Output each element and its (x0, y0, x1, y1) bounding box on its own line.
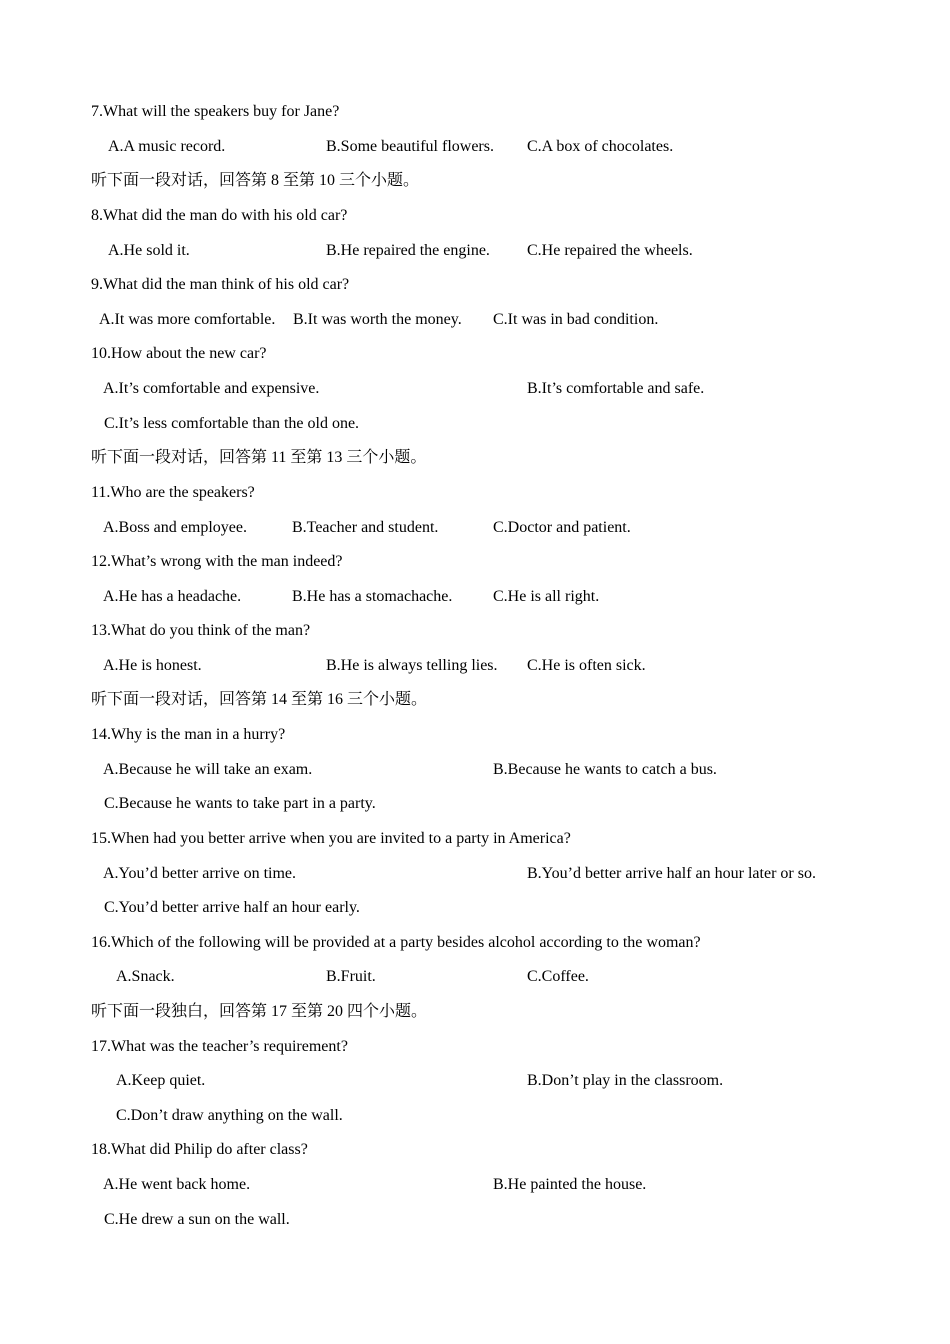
question-10: 10.How about the new car? (91, 345, 267, 362)
question-12: 12.What’s wrong with the man indeed? (91, 553, 343, 570)
section-instruction: 听下面一段对话，回答第 8 至第 10 三个小题。 (91, 172, 420, 189)
option-18a: A.He went back home. (103, 1176, 251, 1193)
option-7c: C.A box of chocolates. (527, 138, 674, 155)
option-14c: C.Because he wants to take part in a party. (104, 795, 376, 812)
option-8b: B.He repaired the engine. (326, 242, 490, 259)
question-18: 18.What did Philip do after class? (91, 1141, 308, 1158)
option-17b: B.Don’t play in the classroom. (527, 1072, 724, 1089)
option-15b: B.You’d better arrive half an hour later or so. (527, 865, 816, 882)
option-12b: B.He has a stomachache. (292, 588, 453, 605)
question-13: 13.What do you think of the man? (91, 622, 311, 639)
option-13b: B.He is always telling lies. (326, 657, 498, 674)
option-17c: C.Don’t draw anything on the wall. (116, 1107, 343, 1124)
option-8a: A.He sold it. (108, 242, 190, 259)
section-instruction: 听下面一段独白，回答第 17 至第 20 四个小题。 (91, 1003, 428, 1020)
question-7: 7.What will the speakers buy for Jane? (91, 103, 340, 120)
option-10c: C.It’s less comfortable than the old one. (104, 415, 360, 432)
option-13a: A.He is honest. (103, 657, 202, 674)
option-14b: B.Because he wants to catch a bus. (493, 761, 717, 778)
option-10a: A.It’s comfortable and expensive. (103, 380, 320, 397)
option-10b: B.It’s comfortable and safe. (527, 380, 705, 397)
option-11a: A.Boss and employee. (103, 519, 247, 536)
option-12c: C.He is all right. (493, 588, 600, 605)
option-18c: C.He drew a sun on the wall. (104, 1211, 290, 1228)
option-18b: B.He painted the house. (493, 1176, 647, 1193)
question-15: 15.When had you better arrive when you are invited to a party in America? (91, 830, 571, 847)
option-15c: C.You’d better arrive half an hour early. (104, 899, 360, 916)
option-16a: A.Snack. (116, 968, 175, 985)
option-7a: A.A music record. (108, 138, 226, 155)
question-16: 16.Which of the following will be provided at a party besides alcohol according to the woman? (91, 934, 701, 951)
question-14: 14.Why is the man in a hurry? (91, 726, 286, 743)
option-9b: B.It was worth the money. (293, 311, 462, 328)
option-12a: A.He has a headache. (103, 588, 242, 605)
option-9a: A.It was more comfortable. (99, 311, 276, 328)
option-16c: C.Coffee. (527, 968, 589, 985)
section-instruction: 听下面一段对话，回答第 11 至第 13 三个小题。 (91, 449, 427, 466)
option-9c: C.It was in bad condition. (493, 311, 659, 328)
option-11b: B.Teacher and student. (292, 519, 439, 536)
option-8c: C.He repaired the wheels. (527, 242, 693, 259)
option-11c: C.Doctor and patient. (493, 519, 631, 536)
question-9: 9.What did the man think of his old car? (91, 276, 350, 293)
question-8: 8.What did the man do with his old car? (91, 207, 348, 224)
option-17a: A.Keep quiet. (116, 1072, 206, 1089)
section-instruction: 听下面一段对话，回答第 14 至第 16 三个小题。 (91, 691, 428, 708)
option-13c: C.He is often sick. (527, 657, 646, 674)
option-16b: B.Fruit. (326, 968, 376, 985)
question-17: 17.What was the teacher’s requirement? (91, 1038, 348, 1055)
option-7b: B.Some beautiful flowers. (326, 138, 494, 155)
option-14a: A.Because he will take an exam. (103, 761, 313, 778)
question-11: 11.Who are the speakers? (91, 484, 255, 501)
option-15a: A.You’d better arrive on time. (103, 865, 296, 882)
